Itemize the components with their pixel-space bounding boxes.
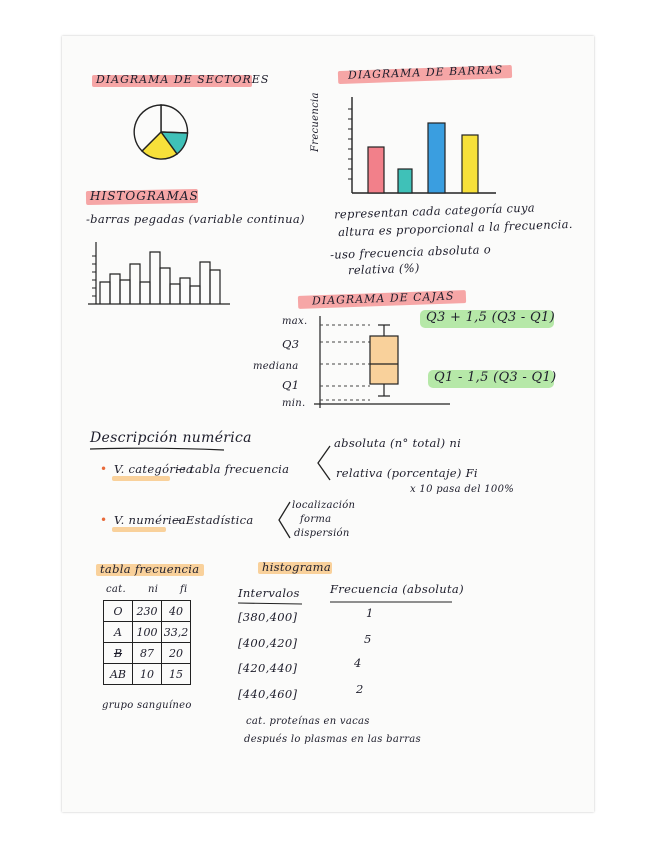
tabla-header-fi: fi (180, 584, 188, 595)
histograma-freq-4: 2 (356, 682, 364, 696)
barras-desc-4: relativa (%) (347, 260, 420, 278)
table-cell: 20 (162, 643, 191, 664)
table-cell: O (104, 601, 133, 622)
table-row (104, 622, 191, 643)
bar-chart-drawing (340, 95, 500, 197)
barras-desc-2: altura es proporcional a la frecuencia. (337, 216, 573, 240)
numerica-arrow: → Estadística (172, 513, 254, 527)
numerica-label: V. numérica (114, 513, 186, 527)
tabla-header-ni: ni (148, 584, 159, 595)
box-label-min: min. (282, 398, 306, 409)
histograma-note-1: cat. proteínas en vacas (246, 716, 370, 727)
lower-fence-formula: Q1 - 1,5 (Q3 - Q1) (434, 370, 557, 385)
categorica-label: V. categórica (114, 462, 193, 476)
numerica-brace (274, 500, 292, 540)
box-label-max: max. (282, 316, 308, 327)
numerica-item-1: localización (292, 500, 356, 511)
histograma-note-2: después lo plasmas en las barras (244, 734, 421, 745)
bullet-categorica: • (100, 462, 108, 476)
highlight-num-label (112, 527, 166, 532)
bullet-numerica: • (100, 513, 108, 527)
histograma-col2: Frecuencia (absoluta) (330, 582, 464, 596)
barras-desc-1: representan cada categoría cuya (333, 200, 536, 222)
categorica-brace (312, 444, 332, 482)
categorica-arrow: → tabla frecuencia (176, 462, 290, 476)
pie-chart-drawing (132, 103, 190, 161)
table-row (104, 664, 191, 685)
table-cell: 33,2 (162, 622, 191, 643)
table-cell: A (104, 622, 133, 643)
histograma-freq-3: 4 (354, 656, 362, 670)
frequency-table (103, 600, 191, 685)
relativa-note: x 10 pasa del 100% (410, 484, 515, 495)
cajas-title: DIAGRAMA DE CAJAS (311, 289, 455, 308)
box-plot-drawing (314, 314, 454, 410)
box-label-mediana: mediana (253, 361, 299, 372)
box-label-q3: Q3 (282, 337, 300, 351)
histograma-interval-3: [420,440] (238, 661, 298, 675)
table-cell: 230 (133, 601, 162, 622)
numerica-item-2: forma (300, 514, 332, 525)
tabla-header-cat: cat. (106, 584, 126, 595)
table-cell: 87 (133, 643, 162, 664)
table-cell: 15 (162, 664, 191, 685)
histograma-interval-2: [400,420] (238, 636, 298, 650)
table-cell: AB (104, 664, 133, 685)
numerica-item-3: dispersión (294, 528, 350, 539)
tabla-caption: grupo sanguíneo (102, 700, 192, 711)
table-cell: 10 (133, 664, 162, 685)
histograma-interval-4: [440,460] (238, 687, 298, 701)
histograma-title: histograma (262, 560, 332, 574)
histograma-col1: Intervalos (238, 586, 300, 600)
absoluta-text: absoluta (n° total) ni (334, 436, 462, 450)
relativa-text: relativa (porcentaje) Fi (336, 466, 478, 480)
descripcion-title: Descripción numérica (90, 430, 252, 446)
barras-ylabel: Frecuencia (310, 92, 321, 152)
box-label-q1: Q1 (282, 378, 300, 392)
barras-title: DIAGRAMA DE BARRAS (347, 63, 504, 82)
histogramas-desc: -barras pegadas (variable continua) (86, 212, 305, 226)
upper-fence-formula: Q3 + 1,5 (Q3 - Q1) (426, 310, 555, 325)
table-row (104, 601, 191, 622)
tabla-title: tabla frecuencia (100, 562, 200, 576)
histograma-interval-1: [380,400] (238, 610, 298, 624)
table-cell: 40 (162, 601, 191, 622)
barras-desc-3: -uso frecuencia absoluta o (329, 242, 492, 262)
table-cell: B (104, 643, 133, 664)
descripcion-underline (88, 446, 228, 452)
histograma-header-underline (236, 601, 456, 607)
table-row (104, 643, 191, 664)
histograma-freq-1: 1 (366, 606, 374, 620)
table-cell: 100 (133, 622, 162, 643)
histogramas-title: HISTOGRAMAS (90, 189, 199, 203)
sectores-title: DIAGRAMA DE SECTORES (96, 73, 270, 86)
histograma-freq-2: 5 (364, 632, 372, 646)
highlight-cat-label (112, 476, 170, 481)
histogram-drawing (86, 238, 234, 310)
